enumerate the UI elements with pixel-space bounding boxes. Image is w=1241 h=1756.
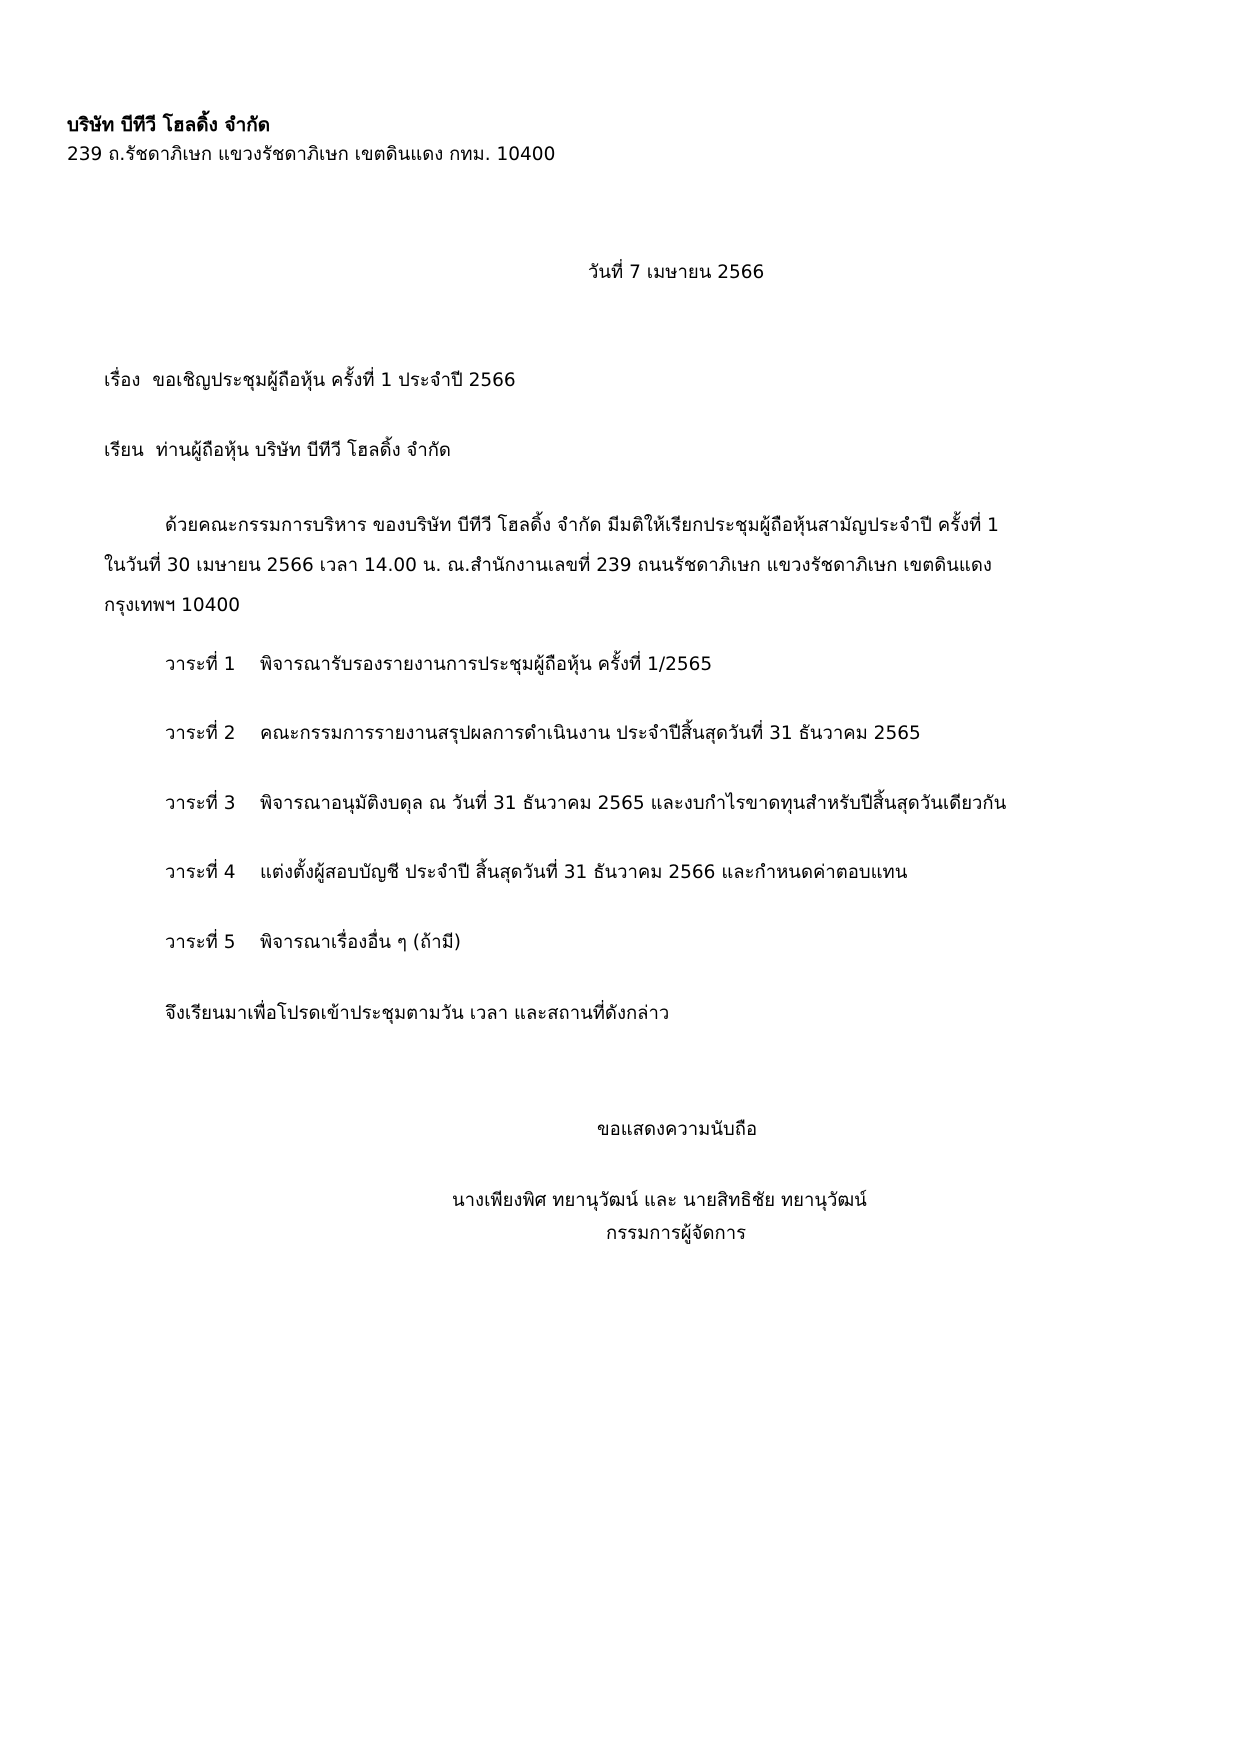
company-address: 239 ถ.รัชดาภิเษก แขวงรัชดาภิเษก เขตดินแดง กทม. 10400: [67, 144, 556, 165]
agenda-label: วาระที่ 3: [165, 793, 236, 814]
body-line: กรุงเทพฯ 10400: [104, 595, 241, 616]
closing-line: จึงเรียนมาเพื่อโปรดเข้าประชุมตามวัน เวลา และสถานที่ดังกล่าว: [165, 1003, 670, 1024]
agenda-item-4: [165, 862, 907, 884]
body-line: ด้วยคณะกรรมการบริหาร ของบริษัท บีทีวี โฮลดิ้ง จำกัด มีมติให้เรียกประชุมผู้ถือหุ้นสามัญประจำปี ครั้งที่ 1: [165, 515, 999, 536]
agenda-text: คณะกรรมการรายงานสรุปผลการดำเนินงาน ประจำปีสิ้นสุดวันที่ 31 ธันวาคม 2565: [260, 723, 921, 744]
subject-line: [104, 370, 516, 392]
agenda-item-5: [165, 932, 461, 954]
agenda-label: วาระที่ 5: [165, 932, 236, 953]
letter-date: วันที่ 7 เมษายน 2566: [588, 262, 765, 283]
signatory-names: นางเพียงพิศ ทยานุวัฒน์ และ นายสิทธิชัย ทยานุวัฒน์: [452, 1190, 867, 1211]
agenda-item-1: [165, 654, 712, 676]
regards-text: ขอแสดงความนับถือ: [597, 1119, 758, 1140]
body-paragraph: [104, 506, 1124, 626]
agenda-text: พิจารณาอนุมัติงบดุล ณ วันที่ 31 ธันวาคม 2565 และงบกำไรขาดทุนสำหรับปีสิ้นสุดวันเดียวกัน: [260, 793, 1007, 814]
agenda-text: พิจารณาเรื่องอื่น ๆ (ถ้ามี): [260, 932, 461, 953]
salutation-label: เรียน: [104, 440, 144, 461]
signatory-title: กรรมการผู้จัดการ: [606, 1223, 747, 1244]
agenda-label: วาระที่ 2: [165, 723, 236, 744]
agenda-item-3: [165, 793, 1006, 815]
agenda-item-2: [165, 723, 921, 745]
salutation-line: [104, 440, 451, 462]
body-line: ในวันที่ 30 เมษายน 2566 เวลา 14.00 น. ณ.สำนักงานเลขที่ 239 ถนนรัชดาภิเษก แขวงรัชดาภิเษก เขตดินแดง: [104, 555, 992, 576]
subject-text: ขอเชิญประชุมผู้ถือหุ้น ครั้งที่ 1 ประจำปี 2566: [152, 370, 516, 391]
salutation-text: ท่านผู้ถือหุ้น บริษัท บีทีวี โฮลดิ้ง จำกัด: [155, 440, 451, 461]
subject-label: เรื่อง: [104, 370, 141, 391]
agenda-label: วาระที่ 1: [165, 654, 236, 675]
agenda-text: แต่งตั้งผู้สอบบัญชี ประจำปี สิ้นสุดวันที่ 31 ธันวาคม 2566 และกำหนดค่าตอบแทน: [260, 862, 908, 883]
agenda-text: พิจารณารับรองรายงานการประชุมผู้ถือหุ้น ครั้งที่ 1/2565: [260, 654, 713, 675]
company-name: บริษัท บีทีวี โฮลดิ้ง จำกัด: [67, 114, 271, 136]
agenda-label: วาระที่ 4: [165, 862, 236, 883]
